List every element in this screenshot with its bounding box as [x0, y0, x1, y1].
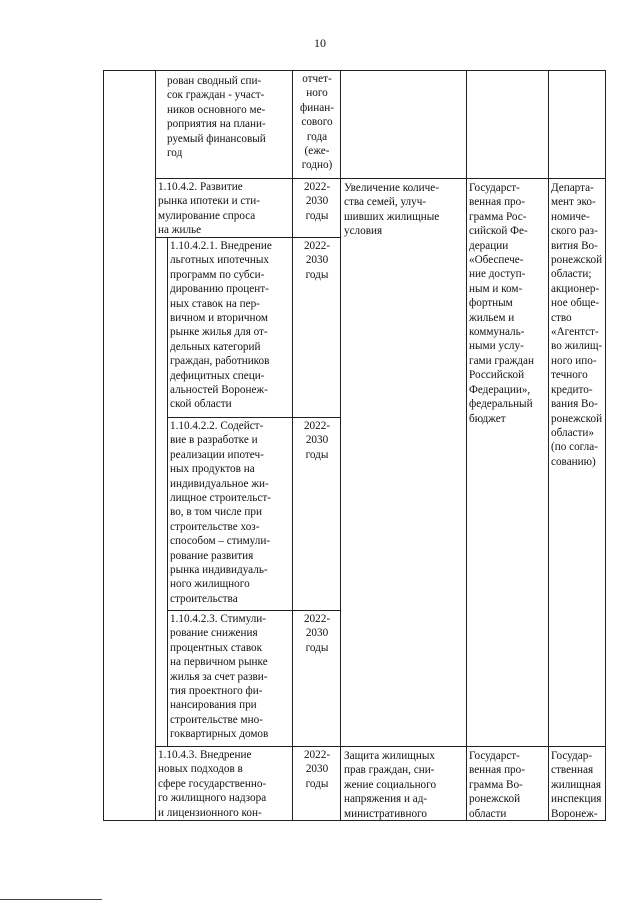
- term-cell: 2022- 2030 годы: [303, 613, 331, 654]
- result-cell: Увеличение количе- ства семей, улуч- шивших жилищные условия: [344, 182, 440, 238]
- column-divider: [155, 70, 156, 821]
- result-cell: Защита жилищных прав граждан, сни- жение социального напряжения и ад- министративного: [344, 750, 437, 820]
- term-cell: 2022- 2030 годы: [303, 749, 331, 790]
- event-cell: 1.10.4.2.3. Стимули- рование снижения процентных ставок на первичном рынке жилья за счет разви- тия проектного фи- нансирования при строительстве мно- гоквартирных домов: [170, 613, 269, 741]
- subitem-divider: [167, 237, 168, 746]
- event-cell: 1.10.4.2. Развитие рынка ипотеки и сти- мулирование спроса на жилье: [158, 181, 260, 237]
- term-cell: 2022- 2030 годы: [303, 420, 331, 461]
- column-divider: [340, 70, 341, 821]
- table-border-right: [605, 70, 606, 821]
- footer-rule: [0, 899, 102, 900]
- column-divider: [466, 70, 467, 821]
- row-divider: [167, 610, 341, 611]
- event-cell: рован сводный спи- сок граждан - участ- ников основного ме- роприятия на плани- руемый финансовый год: [167, 75, 266, 160]
- term-cell: отчет- ного финан- сового года (еже- годно): [300, 73, 334, 172]
- funding-source-cell: Государст- венная про- грамма Во- ронежской области: [469, 750, 525, 820]
- term-cell: 2022- 2030 годы: [303, 240, 331, 281]
- funding-source-cell: Государст- венная про- грамма Рос- сийской Фе- дерации «Обеспече- ние доступ- ным и ком- фортным жильем и коммуналь- ными услу- гами граждан Российской Федерации», федеральный бюджет: [469, 182, 534, 425]
- column-divider: [548, 70, 549, 821]
- table-border-top: [103, 70, 606, 71]
- event-cell: 1.10.4.2.1. Внедрение льготных ипотечных программ по субси- дированию процент- ных ставок на пер- вичном и вторичном рынке жилья для от- дельных категорий граждан, работников дефицитных специ- альностей Воронеж- ской области: [170, 240, 272, 411]
- column-divider: [292, 70, 293, 821]
- executor-cell: Государ- ственная жилищная инспекция Воронеж-: [551, 750, 602, 820]
- event-cell: 1.10.4.2.2. Содейст- вие в разработке и реализации ипотеч- ных продуктов на индивидуальное жи- лищное строительст- во, в том числе при строительстве хоз- способом – стимули- рование развития рынка индивидуаль- ного жилищного строительства: [170, 420, 271, 605]
- page-number: 10: [314, 36, 326, 50]
- row-divider: [167, 417, 341, 418]
- term-cell: 2022- 2030 годы: [303, 181, 331, 222]
- row-divider: [155, 178, 606, 179]
- row-divider: [155, 746, 606, 747]
- event-cell: 1.10.4.3. Внедрение новых подходов в сфере государственно- го жилищного надзора и лицензионного кон-: [158, 749, 267, 819]
- table-border-left: [103, 70, 104, 821]
- executor-cell: Департа- мент эко- номиче- ского раз- вития Во- ронежской области; акционер- ное обще- ство «Агентст- во жилищ- ного ипо- течного кредито- вания Во- ронежской области» (по согла- сованию): [551, 182, 603, 468]
